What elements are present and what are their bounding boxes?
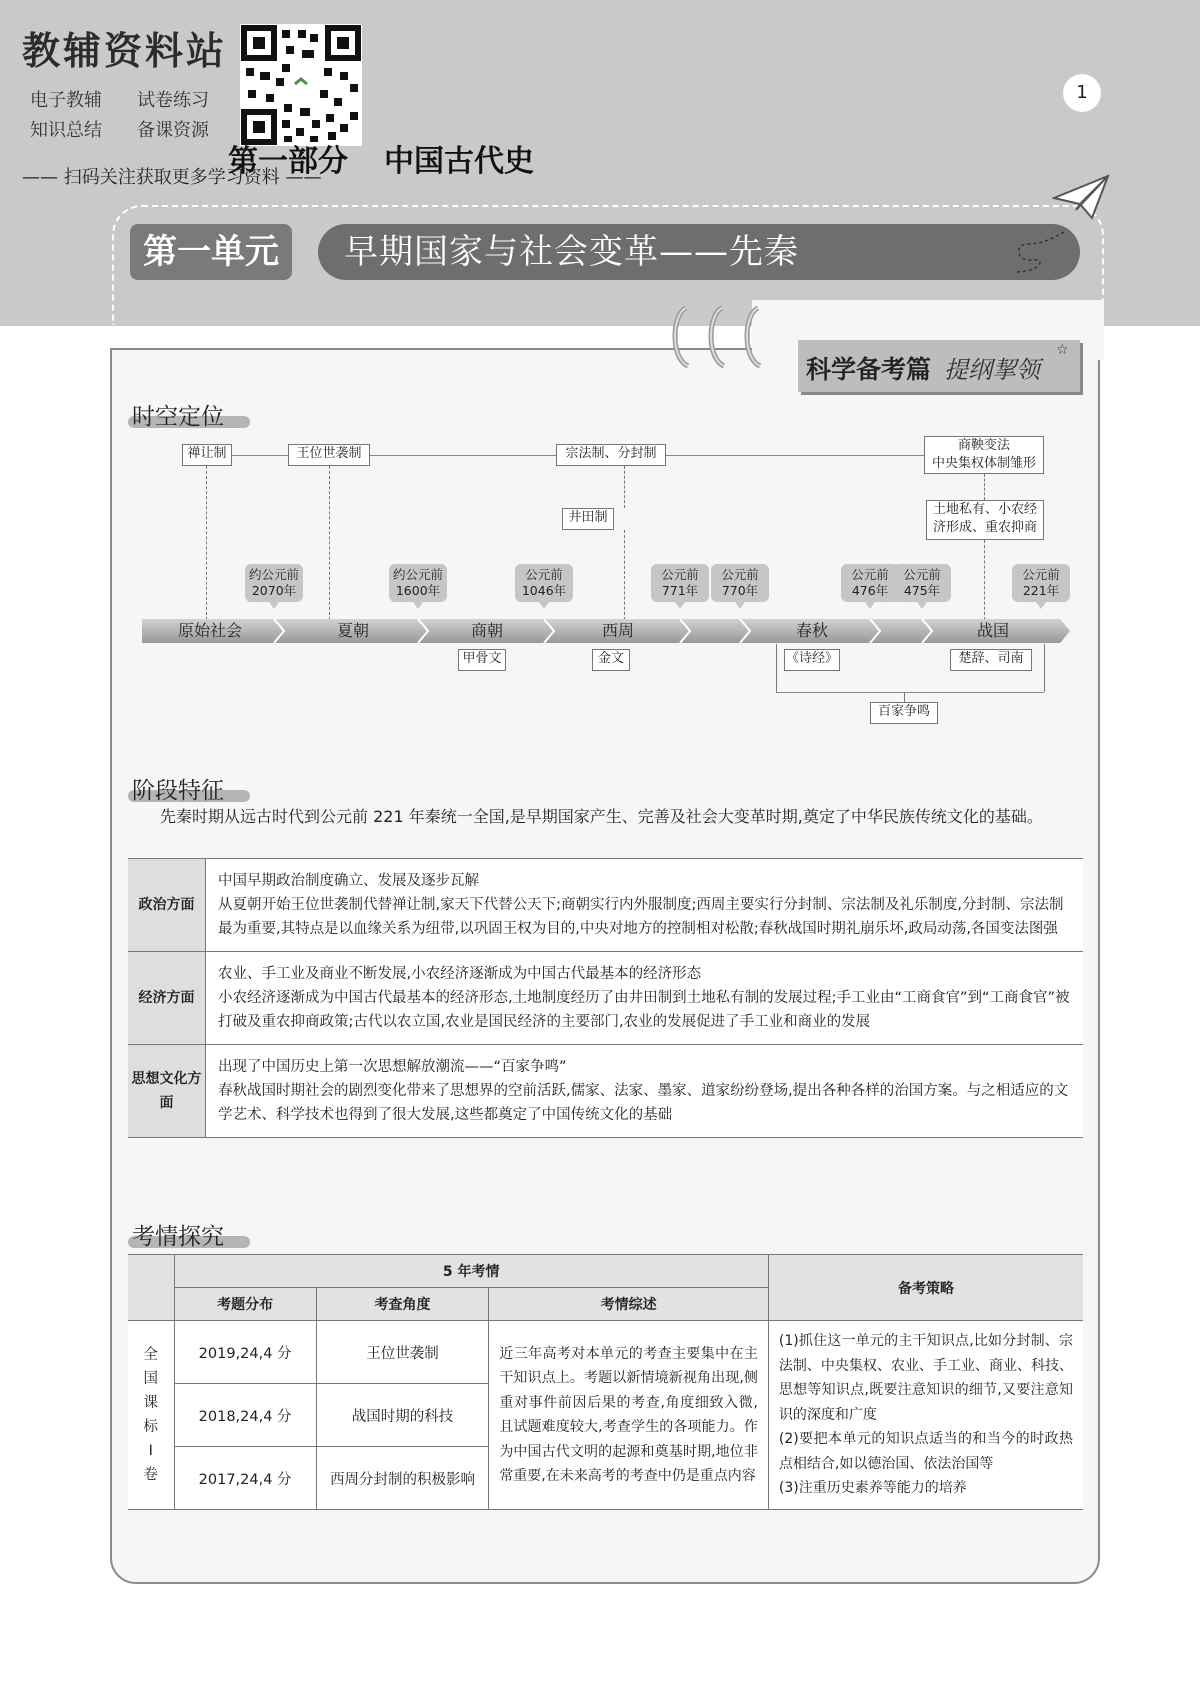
part-label: 第一部分 xyxy=(228,144,348,179)
scan-prompt: —— 扫码关注获取更多学习资料 —— xyxy=(22,167,322,188)
timeline-connector xyxy=(666,455,924,456)
unit-badge: 第一单元 xyxy=(130,224,292,280)
centralization-line: 中央集权体制雏形 xyxy=(931,456,1036,471)
date-tag: 约公元前 1600年 xyxy=(389,564,447,602)
unit-title: 早期国家与社会变革——先秦 xyxy=(318,224,1080,280)
brand-title: 教辅资料站 xyxy=(22,29,228,73)
strategy-header: 备考策略 xyxy=(768,1255,1083,1321)
qr-code-icon[interactable] xyxy=(240,24,362,146)
shang-yang-reform-line: 商鞅变法 xyxy=(957,438,1010,453)
question-cell: 2017,24,4 分 xyxy=(174,1447,316,1510)
section-heading-timeline: 时空定位 xyxy=(132,404,224,430)
summary-cell: 近三年高考对本单元的考查主要集中在主干知识点上。考题以新情境新视角出现,侧重对事件前因后果的考查,角度细致入微,且试题难度较大,考查学生的各项能力。作为中国古代文明的起源和奠基时期,地位非常重要,在未来高考的考查中仍是重点内容 xyxy=(489,1321,769,1510)
period-spring-autumn: 春秋 xyxy=(795,621,828,640)
date-tag: 公元前 476年 xyxy=(841,564,899,602)
culture-oracle-bone: 甲骨文 xyxy=(458,649,506,671)
period-western-zhou: 西周 xyxy=(601,621,634,640)
strategy-item: (3)注重历史素养等能力的培养 xyxy=(778,1480,967,1497)
period-warring-states: 战国 xyxy=(976,621,1009,640)
stage-description xyxy=(206,1045,1084,1138)
aspect-economic: 经济方面 xyxy=(128,952,206,1045)
table-row xyxy=(128,1045,1083,1138)
institution-well-field: 井田制 xyxy=(562,508,614,530)
culture-bronze-script: 金文 xyxy=(592,649,630,671)
date-tag: 公元前 1046年 xyxy=(515,564,573,602)
date-tag: 公元前 475年 xyxy=(893,564,951,602)
star-icon: ☆ xyxy=(1056,342,1069,358)
period-shang: 商朝 xyxy=(470,621,503,640)
exam-region: 全国课标Ⅰ卷 xyxy=(128,1321,174,1510)
aspect-political: 政治方面 xyxy=(128,859,206,952)
stage-detail: 小农经济逐渐成为中国古代最基本的经济形态,土地制度经历了由井田制到土地私有制的发展过程;手工业由“工商食官”到“工商食官”被打破及重农抑商政策;古代以农立国,农业是国民经济的主要部门,农业的发展促进了手工业和商业的发展 xyxy=(218,990,1070,1030)
paper-plane-icon xyxy=(1052,172,1112,228)
timeline-guide xyxy=(624,530,625,620)
question-header: 考题分布 xyxy=(174,1288,316,1321)
culture-chuci-compass: 楚辞、司南 xyxy=(950,649,1032,671)
stage-headline: 农业、手工业及商业不断发展,小农经济逐渐成为中国古代最基本的经济形态 xyxy=(218,966,702,982)
question-cell: 2019,24,4 分 xyxy=(174,1321,316,1384)
section-heading-stage: 阶段特征 xyxy=(132,778,224,804)
timeline-connector xyxy=(232,455,288,456)
private-land-line-1: 土地私有、小农经 xyxy=(932,502,1037,517)
private-land-line-2: 济形成、重农抑商 xyxy=(932,520,1037,535)
strategy-item: (1)抓住这一单元的主干知识点,比如分封制、宗法制、中央集权、农业、手工业、商业、科技、思想等知识点,既要注意知识的细节,又要注意知识的深度和广度 xyxy=(778,1333,1073,1423)
timeline-guide xyxy=(206,466,207,620)
timeline-guide xyxy=(624,466,625,508)
bracket-line xyxy=(776,644,777,692)
dotted-flight-path-icon xyxy=(1010,230,1070,278)
timeline-guide xyxy=(984,540,985,620)
table-row xyxy=(128,1321,1083,1384)
date-tag: 约公元前 2070年 xyxy=(245,564,303,602)
period-primitive: 原始社会 xyxy=(177,621,242,640)
stage-detail: 春秋战国时期社会的剧烈变化带来了思想界的空前活跃,儒家、法家、墨家、道家纷纷登场,提出各种各样的治国方案。与之相适应的文学艺术、科学技术也得到了很大发展,这些都奠定了中国传统文化的基础 xyxy=(218,1083,1069,1123)
timeline-guide xyxy=(984,474,985,500)
section-heading-exam: 考情探究 xyxy=(132,1224,224,1250)
institution-patriarchal-feudal: 宗法制、分封制 xyxy=(556,444,666,466)
institution-shang-yang-reform xyxy=(924,436,1044,474)
bracket-line xyxy=(1044,644,1045,692)
link-lesson-resources[interactable]: 备课资源 xyxy=(137,120,209,141)
five-year-header: 5 年考情 xyxy=(174,1255,768,1288)
stage-headline: 中国早期政治制度确立、发展及逐步瓦解 xyxy=(218,873,479,889)
question-cell: 2018,24,4 分 xyxy=(174,1384,316,1447)
exam-analysis-table xyxy=(128,1254,1083,1510)
table-header-row xyxy=(128,1255,1083,1288)
strategy-cell xyxy=(768,1321,1083,1510)
period-xia: 夏朝 xyxy=(336,621,369,640)
bracket-line xyxy=(776,692,1044,693)
angle-cell: 王位世袭制 xyxy=(316,1321,489,1384)
link-e-textbook[interactable]: 电子教辅 xyxy=(30,90,102,111)
prep-badge-title: 科学备考篇 xyxy=(806,355,932,384)
timeline-connector xyxy=(370,455,556,456)
stage-description xyxy=(206,859,1084,952)
angle-cell: 战国时期的科技 xyxy=(316,1384,489,1447)
stage-description xyxy=(206,952,1084,1045)
angle-cell: 西周分封制的积极影响 xyxy=(316,1447,489,1510)
link-knowledge-summary[interactable]: 知识总结 xyxy=(30,120,102,141)
table-row xyxy=(128,859,1083,952)
institution-hereditary: 王位世袭制 xyxy=(288,444,370,466)
stage-headline: 出现了中国历史上第一次思想解放潮流——“百家争鸣” xyxy=(218,1059,567,1075)
culture-hundred-schools: 百家争鸣 xyxy=(870,702,938,724)
strategy-item: (2)要把本单元的知识点适当的和当今的时政热点相结合,如以德治国、依法治国等 xyxy=(778,1431,1073,1472)
prep-badge-subtitle: 提纲挈领 xyxy=(944,356,1040,384)
stage-intro: 先秦时期从远古时代到公元前 221 年秦统一全国,是早期国家产生、完善及社会大变革时期,奠定了中华民族传统文化的基础。 xyxy=(160,807,1043,826)
institution-abdication: 禅让制 xyxy=(182,444,232,466)
stage-detail: 从夏朝开始王位世袭制代替禅让制,家天下代替公天下;商朝实行内外服制度;西周主要实行分封制、宗法制及礼乐制度,分封制、宗法制最为重要,其特点是以血缘关系为纽带,以巩固王权为目的,中央对地方的控制相对松散;春秋战国时期礼崩乐坏,政局动荡,各国变法图强 xyxy=(218,897,1064,937)
date-tag: 公元前 771年 xyxy=(651,564,709,602)
page-number: 1 xyxy=(1063,74,1101,112)
bracket-line xyxy=(904,692,905,702)
date-tag: 公元前 770年 xyxy=(711,564,769,602)
timeline-guide xyxy=(329,466,330,620)
part-name: 中国古代史 xyxy=(384,144,534,179)
corner-cell xyxy=(128,1255,174,1321)
stage-features-table xyxy=(128,858,1083,1138)
institution-private-land xyxy=(926,500,1044,540)
date-tag: 公元前 221年 xyxy=(1012,564,1070,602)
summary-header: 考情综述 xyxy=(489,1288,769,1321)
culture-book-of-songs: 《诗经》 xyxy=(784,649,840,671)
link-practice-papers[interactable]: 试卷练习 xyxy=(137,90,209,111)
table-row xyxy=(128,952,1083,1045)
binder-rings-icon xyxy=(666,300,776,384)
aspect-culture: 思想文化方面 xyxy=(128,1045,206,1138)
angle-header: 考查角度 xyxy=(316,1288,489,1321)
